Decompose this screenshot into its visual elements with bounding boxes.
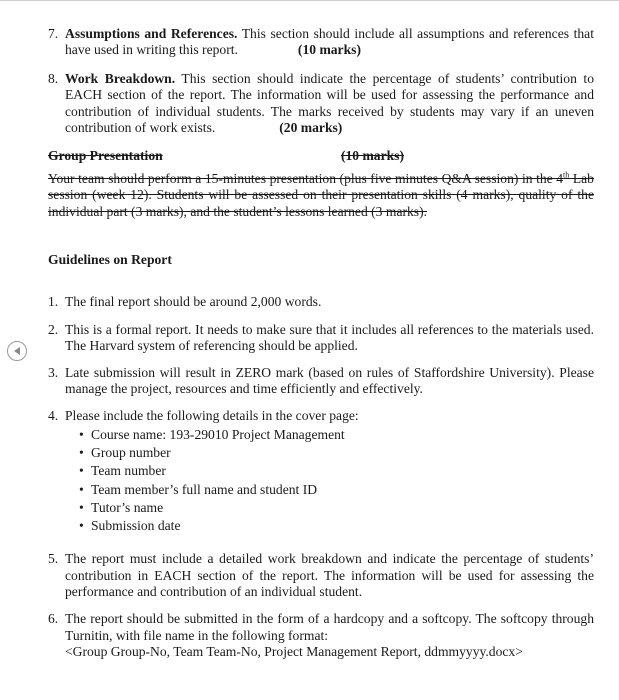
item-text: Late submission will result in ZERO mark (based on rules of Staffordshire University). Please manage the project, resources and time efficiently and effectively. [65, 364, 594, 397]
group-presentation-marks: (10 marks) [340, 148, 404, 164]
guideline-item-3 [48, 365, 594, 398]
item-body: This section should indicate the percentage of students’ contribution to EACH section of the report. The information will be used for assessing the performance and contribution of individual students. The marks received by students may vary if an uneven contribution of work exists. [65, 70, 594, 136]
back-arrow-icon[interactable] [7, 341, 27, 361]
item-number: 8. [48, 70, 59, 86]
item-title: Work Breakdown. [65, 70, 176, 86]
guideline-item-5 [48, 551, 594, 600]
item-number: 1. [48, 294, 59, 310]
item-number: 3. [48, 364, 59, 380]
item-number: 5. [48, 551, 59, 567]
item-number: 6. [48, 611, 59, 627]
list-item: • Team member’s full name and student ID [79, 481, 594, 499]
guideline-item-4 [48, 408, 594, 536]
left-triangle-glyph [14, 347, 20, 355]
file-name-format: <Group Group-No, Team Team-No, Project Management Report, ddmmyyyy.docx> [65, 644, 523, 660]
group-presentation-body [48, 171, 594, 220]
gp-text-part2: Lab session (week 12). Students will be assessed on their presentation skills (4 marks), quality of the individual part (3 marks), and the student’s lessons learned (3 marks). [48, 170, 594, 219]
item-text: The report should be submitted in the form of a hardcopy and a softcopy. The softcopy through Turnitin, with file name in the following format: [65, 611, 594, 643]
document-page [48, 26, 594, 661]
group-presentation-heading: Group Presentation [48, 148, 163, 164]
item-text [65, 26, 594, 59]
list-item: • Tutor’s name [79, 499, 594, 517]
item-title: Assumptions and References. [65, 26, 238, 41]
guideline-item-1 [48, 294, 594, 310]
item-number: 4. [48, 407, 59, 423]
list-item: • Group number [79, 444, 594, 462]
list-item: • Team number [79, 462, 594, 480]
item-body: This section should include all assumptions and references that have used in writing this report. [65, 26, 594, 58]
section-item-8 [48, 71, 594, 137]
item-marks: (10 marks) [297, 42, 361, 58]
list-item: • Course name: 193-29010 Project Management [79, 426, 594, 444]
gp-text-part1: Your team should perform a 15-minutes presentation (plus five minutes Q&A session) in the 4 [48, 170, 564, 186]
gp-superscript: th [563, 170, 570, 180]
item-number: 2. [48, 321, 59, 337]
item-text: The report must include a detailed work breakdown and indicate the percentage of students’ contribution in EACH section of the report. The information will be used for assessing the performance and contribution of an individual student. [65, 551, 594, 599]
item-text: This is a formal report. It needs to make sure that it includes all references to the materials used. The Harvard system of referencing should be applied. [65, 321, 594, 354]
item-number: 7. [48, 26, 59, 41]
page-top-border [0, 0, 619, 1]
guideline-item-6 [48, 611, 594, 660]
item-text [65, 71, 594, 137]
guideline-item-2 [48, 322, 594, 355]
group-presentation-title [48, 148, 404, 164]
guidelines-heading: Guidelines on Report [48, 252, 172, 268]
item-text: The final report should be around 2,000 words. [65, 294, 322, 310]
list-item: • Submission date [79, 517, 594, 535]
item-marks: (20 marks) [279, 120, 343, 136]
cover-page-details-list [79, 426, 594, 535]
item-text: Please include the following details in the cover page: [65, 407, 359, 423]
section-item-7 [48, 26, 594, 59]
